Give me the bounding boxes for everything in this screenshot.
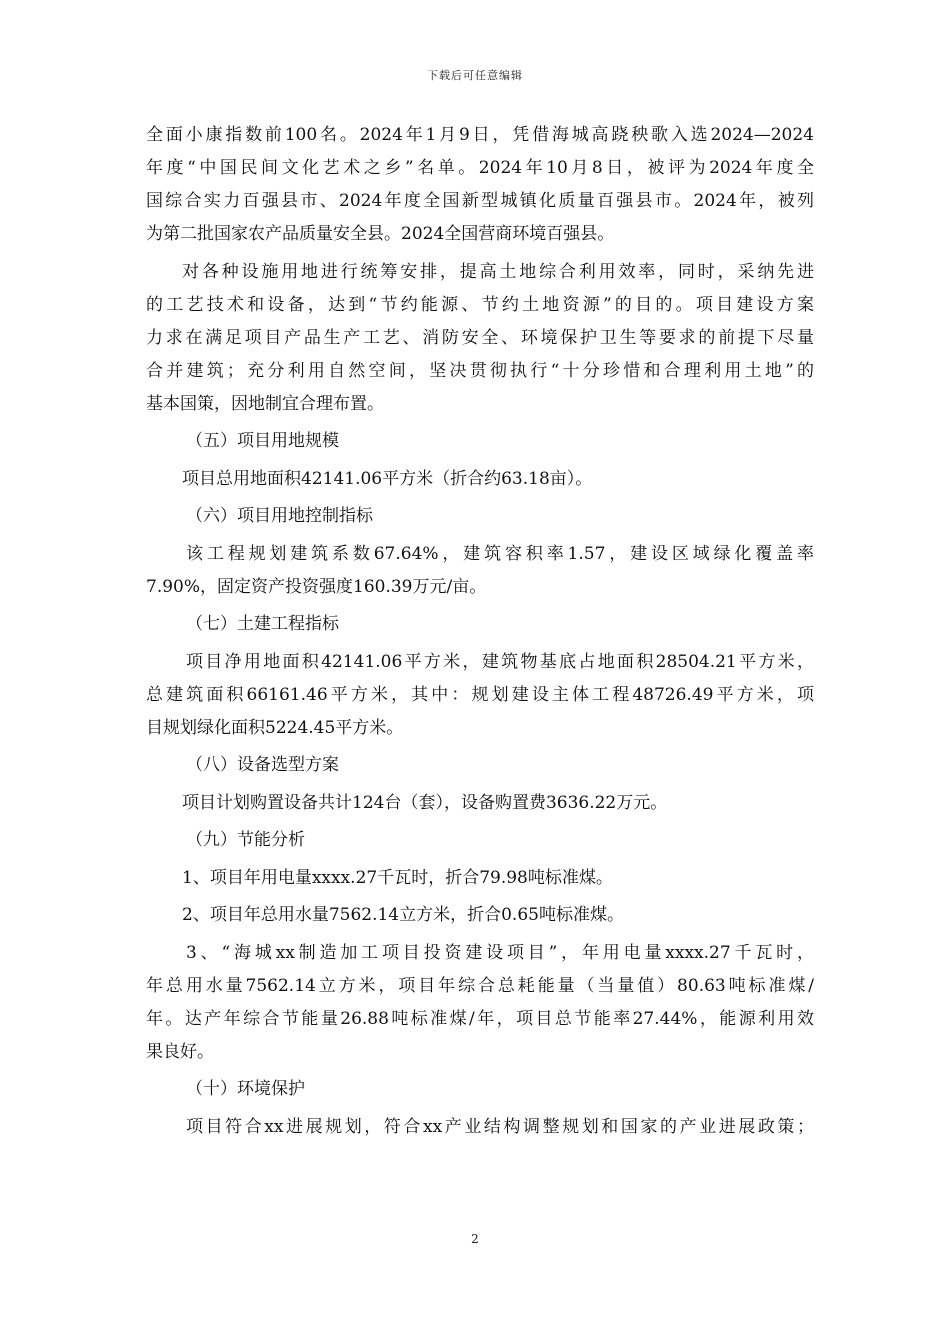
paragraph-line: 合并建筑；充分利用自然空间，坚决贯彻执行“十分珍惜和合理利用土地”的 [146, 360, 814, 381]
paragraph-line: 7.90%，固定资产投资强度160.39万元/亩。 [146, 576, 487, 597]
paragraph-line: 总建筑面积66161.46平方米，其中：规划建设主体工程48726.49平方米，项 [146, 684, 814, 705]
paragraph-line: 项目计划购置设备共计124台（套），设备购置费3636.22万元。 [182, 792, 668, 813]
section-heading: （八）设备选型方案 [186, 755, 339, 775]
section-heading: （七）土建工程指标 [186, 614, 339, 634]
paragraph-line: 该工程规划建筑系数67.64%，建筑容积率1.57，建设区域绿化覆盖率 [186, 543, 814, 564]
paragraph-line: 年。达产年综合节能量26.88吨标准煤/年，项目总节能率27.44%，能源利用效 [146, 1008, 814, 1029]
section-heading: （六）项目用地控制指标 [186, 506, 373, 526]
paragraph-line: 年总用水量7562.14立方米，项目年综合总耗能量（当量值）80.63吨标准煤/ [146, 975, 814, 996]
paragraph-line: 力求在满足项目产品生产工艺、消防安全、环境保护卫生等要求的前提下尽量 [146, 327, 814, 348]
paragraph-line: 果良好。 [146, 1041, 214, 1062]
paragraph-line: 项目净用地面积42141.06平方米，建筑物基底占地面积28504.21平方米， [186, 651, 814, 672]
paragraph-line: 2、项目年总用水量7562.14立方米，折合0.65吨标准煤。 [182, 905, 624, 925]
paragraph-line: 目规划绿化面积5224.45平方米。 [146, 717, 404, 738]
paragraph-line: 年度“中国民间文化艺术之乡”名单。2024年10月8日，被评为2024年度全 [146, 158, 814, 178]
page-number: 2 [471, 1232, 479, 1246]
paragraph-line: 全面小康指数前100名。2024年1月9日，凭借海城高跷秧歌入选2024—2024 [146, 125, 814, 145]
document-body [146, 119, 814, 1144]
paragraph-line: 项目符合xx进展规划，符合xx产业结构调整规划和国家的产业进展政策； [186, 1116, 814, 1137]
paragraph-line: 为第二批国家农产品质量安全县。2024全国营商环境百强县。 [146, 224, 615, 244]
section-heading: （十）环境保护 [186, 1079, 305, 1099]
section-heading: （五）项目用地规模 [186, 431, 339, 451]
section-heading: （九）节能分析 [186, 830, 305, 850]
paragraph-line: 基本国策，因地制宜合理布置。 [146, 393, 384, 414]
paragraph-line: 项目总用地面积42141.06平方米（折合约63.18亩）。 [182, 468, 593, 489]
paragraph-line: 的工艺技术和设备，达到“节约能源、节约土地资源”的目的。项目建设方案 [146, 294, 814, 315]
paragraph-line: 国综合实力百强县市、2024年度全国新型城镇化质量百强县市。2024年，被列 [146, 191, 814, 211]
page-header: 下载后可任意编辑 [427, 69, 523, 82]
paragraph-line: 1、项目年用电量xxxx.27千瓦时，折合79.98吨标准煤。 [182, 867, 613, 888]
paragraph-line: 对各种设施用地进行统筹安排，提高土地综合利用效率，同时，采纳先进 [182, 261, 814, 282]
paragraph-line: 3、“海城xx制造加工项目投资建设项目”，年用电量xxxx.27千瓦时， [186, 942, 814, 963]
